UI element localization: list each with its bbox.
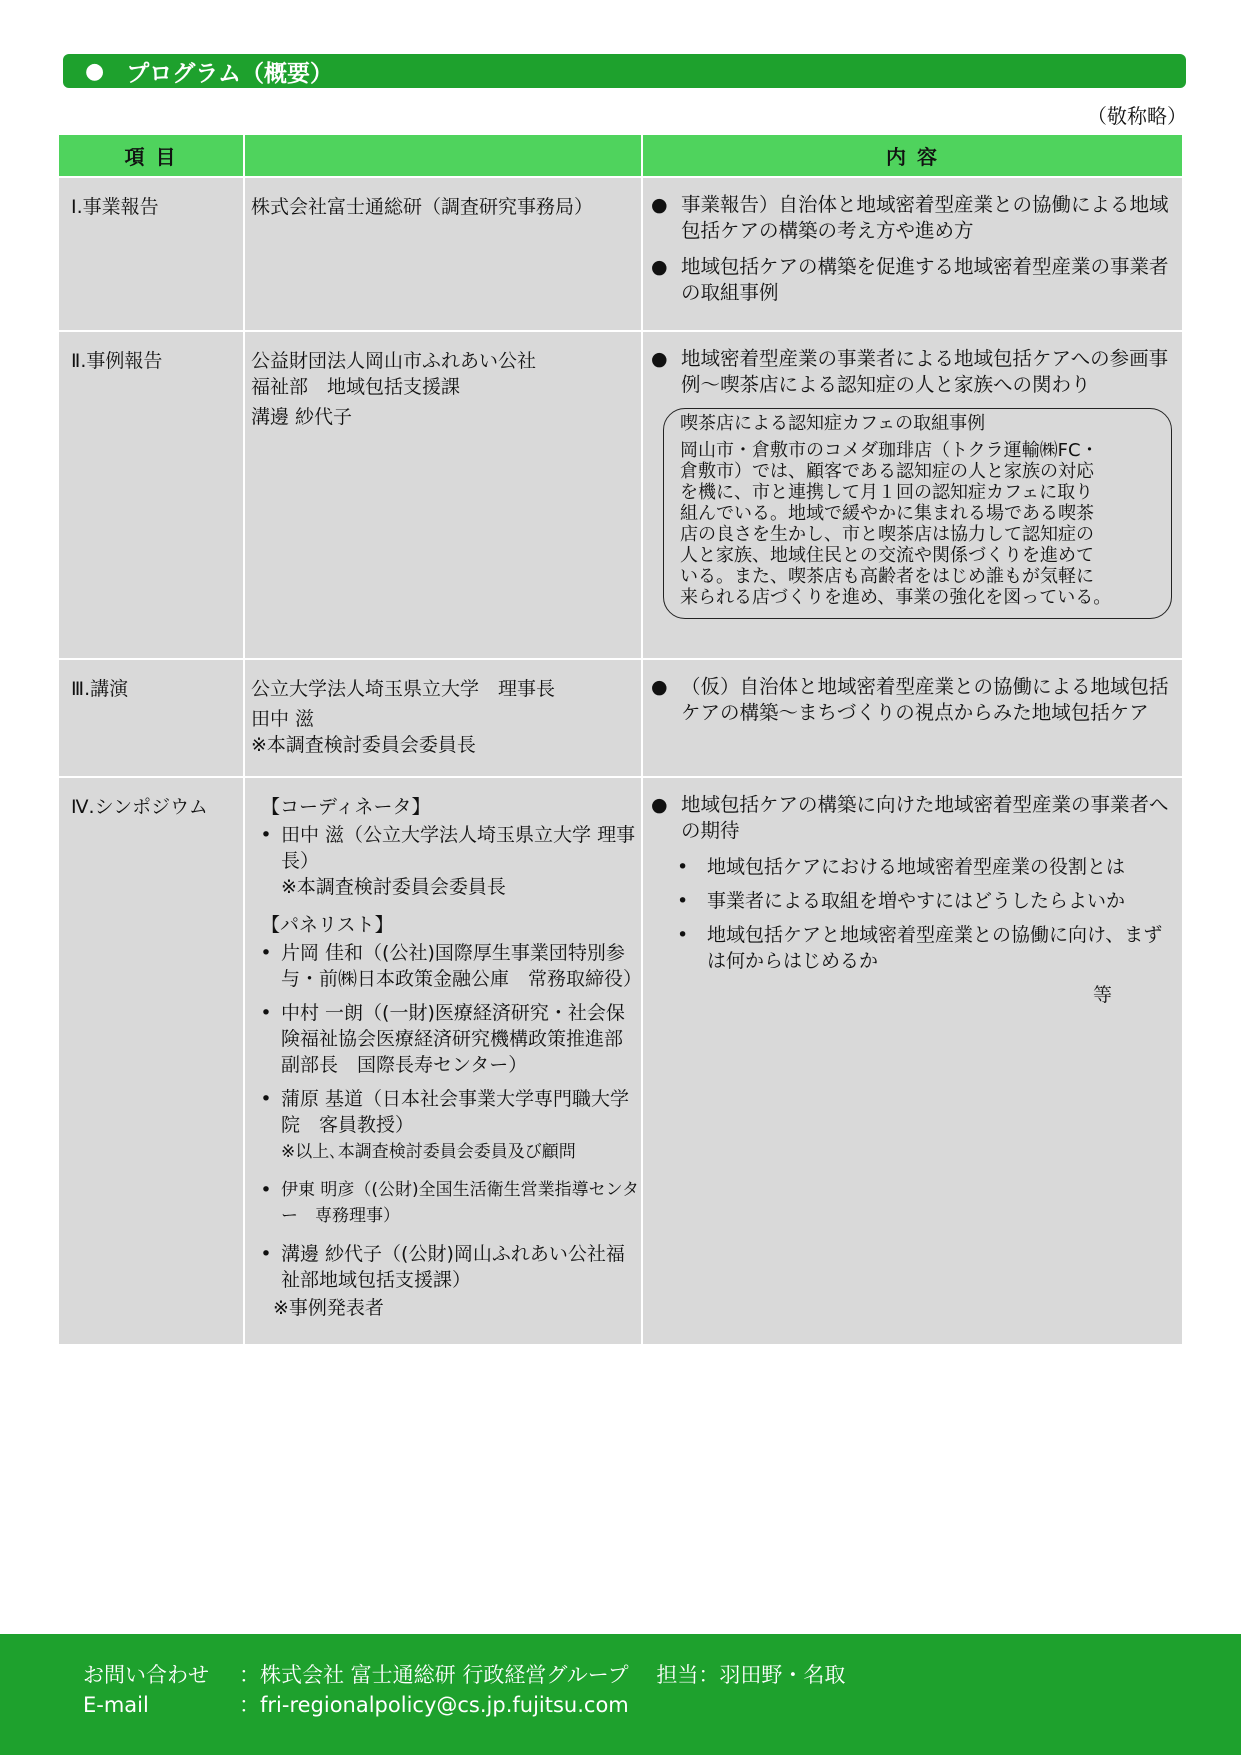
content-bullet: ● 地域包括ケアの構築を促進する地域密着型産業の事業者の取組事例	[651, 255, 1169, 304]
section-title: プログラム（概要）	[126, 60, 333, 87]
presenter-note: ※本調査検討委員会委員長	[251, 734, 476, 756]
content-bullet: ● 地域包括ケアの構築に向けた地域密着型産業の事業者への期待	[651, 793, 1169, 842]
item-cell: Ⅱ.事例報告	[58, 331, 244, 659]
etc-mark: 等	[1092, 984, 1112, 1006]
presenter-org: 公立大学法人埼玉県立大学 理事長	[251, 678, 556, 700]
contact-footer	[0, 1634, 1241, 1755]
content-cell	[642, 659, 1183, 777]
presenter-cell	[244, 331, 642, 659]
case-box-title: 喫茶店による認知症カフェの取組事例	[680, 413, 986, 434]
coordinator: • 田中 滋（公立大学法人埼玉県立大学 理事長） ※本調査検討委員会委員長	[260, 824, 636, 898]
panelist: • 中村 一朗（(一財)医療経済研究・社会保険福祉協会医療経済研究機構政策推進部 副部長 国際長寿センター）	[260, 1002, 625, 1076]
table-header-row	[58, 134, 1183, 177]
content-bullet: ● 事業報告）自治体と地域密着型産業との協働による地域包括ケアの構築の考え方や進め方	[651, 193, 1169, 242]
panelist: • 片岡 佳和（(公社)国際厚生事業団特別参与・前㈱日本政策金融公庫 常務取締役）	[260, 942, 643, 990]
panelist: • 伊東 明彦（(公財)全国生活衛生営業指導センター 専務理事）	[260, 1179, 639, 1226]
email-value[interactable]: ：fri-regionalpolicy@cs.jp.fujitsu.com	[239, 1693, 629, 1717]
content-bullet: ● 地域密着型産業の事業者による地域包括ケアへの参画事例～喫茶店による認知症の人と家族への関わり	[651, 347, 1169, 396]
section-title-bar	[63, 54, 1186, 88]
contact-label: お問い合わせ	[83, 1663, 209, 1687]
presenter-dept: 福祉部 地域包括支援課	[251, 376, 461, 398]
presenter-name: 田中 滋	[251, 708, 315, 730]
program-table	[57, 133, 1184, 1346]
content-cell	[642, 331, 1183, 659]
table-row	[58, 659, 1183, 777]
content-sub-bullet: • 地域包括ケアにおける地域密着型産業の役割とは	[677, 856, 1126, 878]
presenter-cell	[244, 777, 642, 1345]
contact-value: ：株式会社 富士通総研 行政経営グループ 担当：羽田野・名取	[239, 1663, 846, 1687]
header-item: 項 目	[58, 134, 244, 177]
panelist: • 蒲原 基道（日本社会事業大学専門職大学院 客員教授） ※以上､本調査検討委員会委員及び顧問	[260, 1088, 630, 1162]
header-presenter	[244, 134, 642, 177]
email-label: E-mail	[83, 1693, 149, 1717]
table-row	[58, 777, 1183, 1345]
table-row	[58, 177, 1183, 331]
coordinator-label: 【コーディネータ】	[261, 796, 431, 818]
table-row	[58, 331, 1183, 659]
case-example-box	[663, 408, 1172, 619]
content-cell	[642, 177, 1183, 331]
content-sub-bullet: • 地域包括ケアと地域密着型産業との協働に向け、まずは何からはじめるか	[677, 924, 1163, 972]
contact-row	[83, 1660, 845, 1690]
presenter-cell	[244, 659, 642, 777]
panelist-label: 【パネリスト】	[261, 914, 394, 936]
presenter-cell: 株式会社富士通総研（調査研究事務局）	[244, 177, 642, 331]
title-bullet-icon: ●	[85, 58, 105, 84]
item-cell: Ⅲ.講演	[58, 659, 244, 777]
item-cell: Ⅰ.事業報告	[58, 177, 244, 331]
presenter-org: 公益財団法人岡山市ふれあい公社	[251, 350, 537, 372]
presenter-name: 溝邊 紗代子	[251, 406, 353, 428]
panelist: • 溝邊 紗代子（(公財)岡山ふれあい公社福祉部地域包括支援課）	[260, 1243, 625, 1291]
email-row	[83, 1690, 629, 1720]
header-content: 内 容	[642, 134, 1183, 177]
content-sub-bullet: • 事業者による取組を増やすにはどうしたらよいか	[677, 890, 1126, 912]
item-cell: Ⅳ.シンポジウム	[58, 777, 244, 1345]
honorific-note: （敬称略）	[1087, 104, 1187, 128]
content-cell	[642, 777, 1183, 1345]
content-bullet: ● （仮）自治体と地域密着型産業との協働による地域包括ケアの構築～まちづくりの視点からみた地域包括ケア	[651, 675, 1169, 724]
panelist-note: ※事例発表者	[273, 1297, 384, 1319]
case-box-text: 岡山市・倉敷市のコメダ珈琲店（トクラ運輸㈱FC・ 倉敷市）では、顧客である認知症の人と家族の対応 を機に、市と連携して月１回の認知症カフェに取り 組んでいる。地域で緩やかに集まれる場である喫茶 店の良さを生かし、市と喫茶店は協力して認知症の 人と家族、地域住民との交流や関係づくりを進めて いる。また、喫茶店も高齢者をはじめ誰もが気軽に 来られる店づくりを進め、事業の強化を図っている。	[680, 440, 1112, 608]
